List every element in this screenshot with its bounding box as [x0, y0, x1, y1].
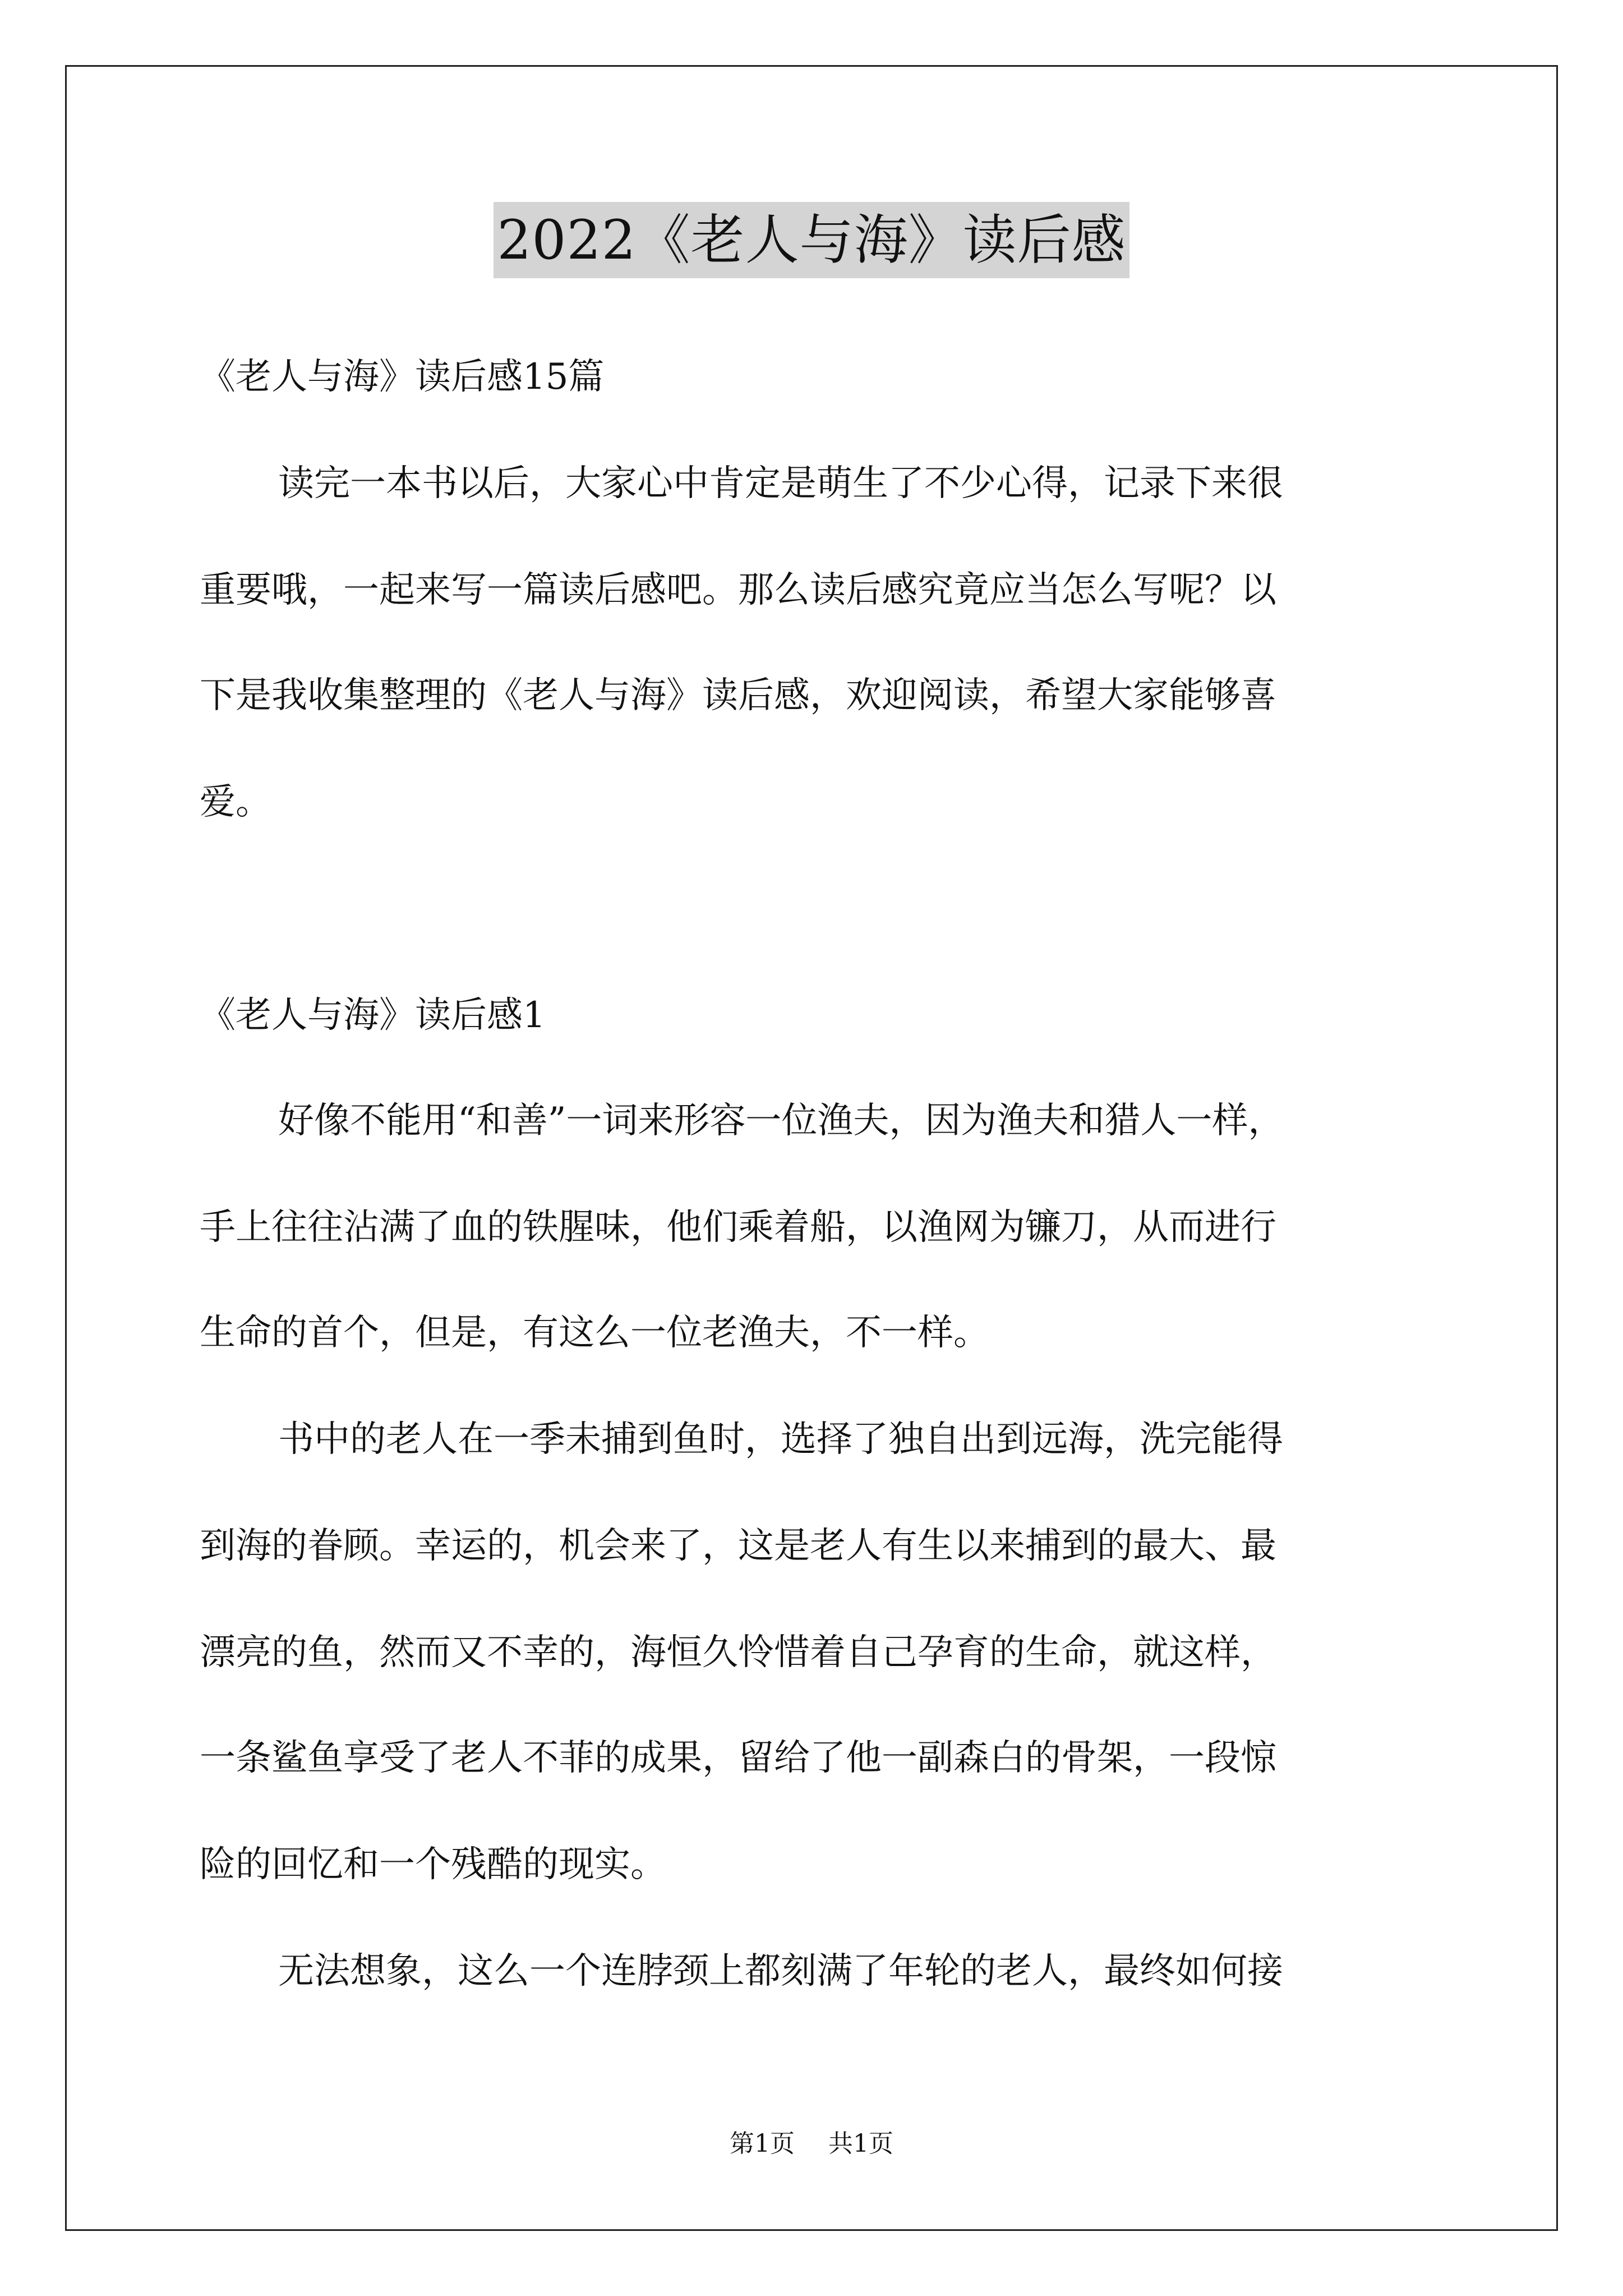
section-heading: 《老人与海》读后感1	[200, 995, 546, 1036]
paragraph-line: 无法想象，这么一个连脖颈上都刻满了年轮的老人，最终如何接	[278, 1950, 1283, 1992]
intro-line: 读完一本书以后，大家心中肯定是萌生了不少心得，记录下来很	[278, 463, 1283, 504]
paragraph-line: 漂亮的鱼，然而又不幸的，海恒久怜惜着自己孕育的生命，就这样，	[200, 1632, 1276, 1673]
page-total: 共1页	[828, 2129, 893, 2158]
intro-line: 爱。	[200, 781, 271, 823]
paragraph-line: 好像不能用“和善”一词来形容一位渔夫，因为渔夫和猎人一样，	[278, 1100, 1284, 1142]
document-title: 2022《老人与海》读后感	[494, 202, 1129, 278]
paragraph-line: 一条鲨鱼享受了老人不菲的成果，留给了他一副森白的骨架，一段惊	[200, 1737, 1276, 1779]
intro-line: 重要哦，一起来写一篇读后感吧。那么读后感究竟应当怎么写呢？以	[200, 569, 1276, 611]
paragraph-line: 到海的眷顾。幸运的，机会来了，这是老人有生以来捕到的最大、最	[200, 1525, 1276, 1567]
paragraph-line: 险的回忆和一个残酷的现实。	[200, 1844, 666, 1885]
paragraph-line: 生命的首个，但是，有这么一位老渔夫，不一样。	[200, 1312, 989, 1354]
paragraph-line: 书中的老人在一季未捕到鱼时，选择了独自出到远海，洗完能得	[278, 1419, 1283, 1460]
page-footer	[0, 2127, 1623, 2161]
paragraph-line: 手上往往沾满了血的铁腥味，他们乘着船，以渔网为镰刀，从而进行	[200, 1207, 1276, 1248]
page-number: 第1页	[730, 2129, 795, 2158]
title-container	[0, 202, 1623, 278]
intro-line: 下是我收集整理的《老人与海》读后感，欢迎阅读，希望大家能够喜	[200, 675, 1276, 716]
document-subtitle: 《老人与海》读后感15篇	[200, 356, 605, 398]
